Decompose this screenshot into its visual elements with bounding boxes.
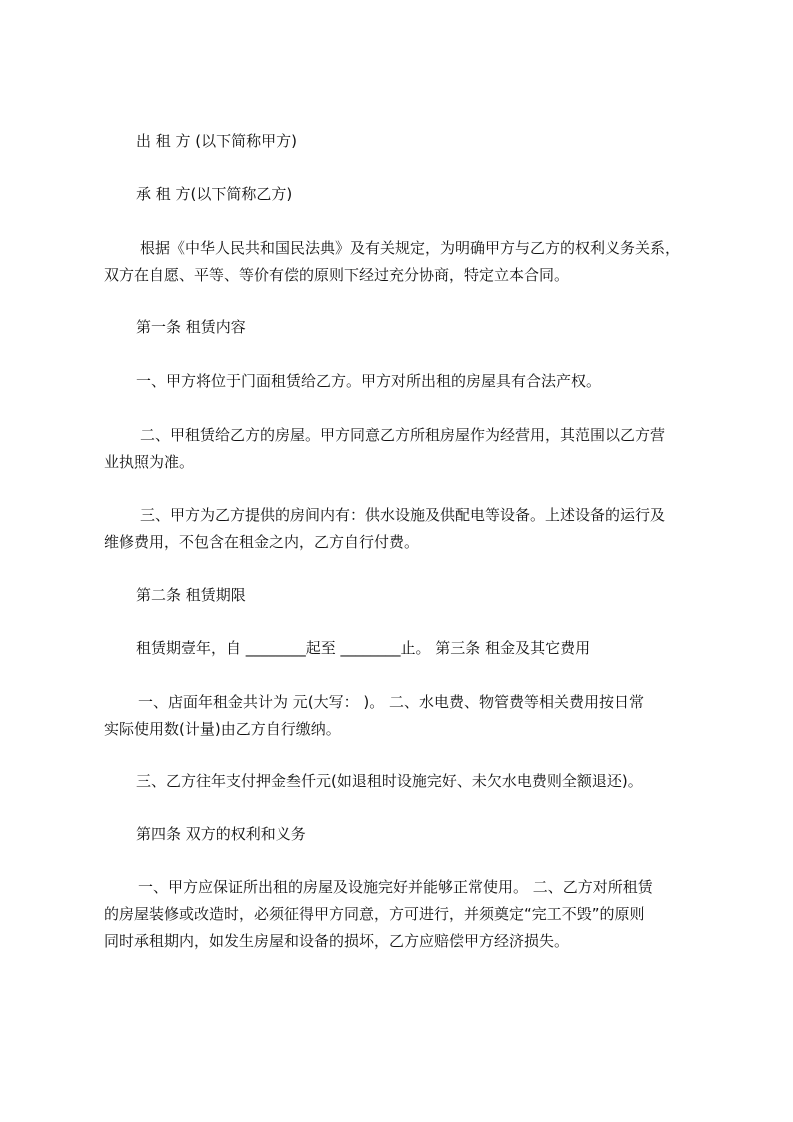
lease-term-line: 租赁期壹年，自 ________起至 ________止。 第三条 租金及其它费用	[136, 639, 591, 657]
article-4-heading: 第四条 双方的权利和义务	[136, 825, 306, 843]
article-1-heading: 第一条 租赁内容	[136, 318, 246, 336]
lessor-line: 出 租 方 (以下简称甲方)	[136, 132, 298, 150]
article-1-clause-2-line-1: 二、甲租赁给乙方的房屋。甲方同意乙方所租房屋作为经营用，其范围以乙方营	[140, 426, 666, 444]
article-4-clause-line-2: 的房屋装修或改造时，必须征得甲方同意，方可进行，并须奠定“完工不毁”的原则	[104, 905, 645, 923]
rent-clause-line-1: 一、店面年租金共计为 元(大写： )。 二、水电费、物管费等相关费用按日常	[138, 693, 645, 711]
lessee-line: 承 租 方(以下简称乙方)	[136, 185, 293, 203]
article-4-clause-line-1: 一、甲方应保证所出租的房屋及设施完好并能够正常使用。 二、乙方对所租赁	[138, 878, 653, 896]
article-1-clause-3-line-1: 三、甲方为乙方提供的房间内有：供水设施及供配电等设备。上述设备的运行及	[140, 506, 666, 524]
preamble-line-1: 根据《中华人民共和国民法典》及有关规定，为明确甲方与乙方的权利义务关系，	[140, 239, 681, 257]
article-2-heading: 第二条 租赁期限	[136, 586, 246, 604]
rent-clause-line-2: 实际使用数(计量)由乙方自行缴纳。	[104, 720, 341, 738]
article-1-clause-2-line-2: 业执照为准。	[104, 453, 195, 471]
article-1-clause-1: 一、甲方将位于门面租赁给乙方。甲方对所出租的房屋具有合法产权。	[136, 372, 602, 390]
deposit-clause: 三、乙方往年支付押金叁仟元(如退租时设施完好、未欠水电费则全额退还)。	[136, 772, 643, 790]
preamble-line-2: 双方在自愿、平等、等价有偿的原则下经过充分协商，特定立本合同。	[104, 266, 570, 284]
article-1-clause-3-line-2: 维修费用，不包含在租金之内，乙方自行付费。	[104, 533, 420, 551]
article-4-clause-line-3: 同时承租期内，如发生房屋和设备的损坏，乙方应赔偿甲方经济损失。	[104, 932, 570, 950]
